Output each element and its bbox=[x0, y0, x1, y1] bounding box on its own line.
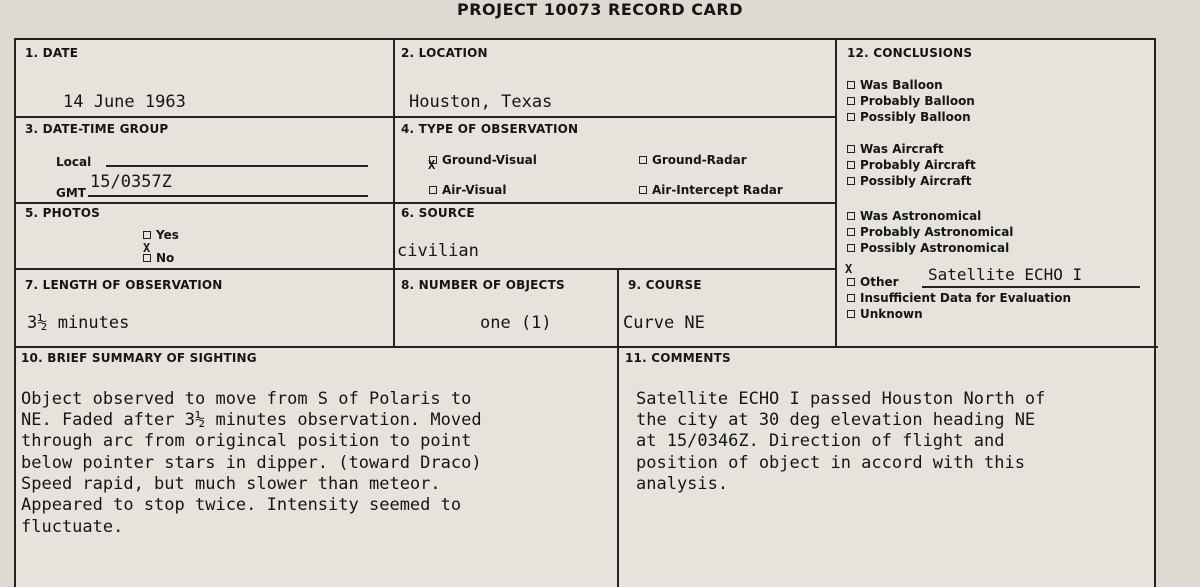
checkbox-icon bbox=[847, 97, 855, 105]
was-balloon-option: Was Balloon bbox=[847, 77, 943, 93]
ground-radar-option: Ground-Radar bbox=[639, 153, 747, 167]
probably-aircraft-option: Probably Aircraft bbox=[847, 157, 976, 173]
other-check-mark: X bbox=[845, 262, 853, 276]
length-value: 3½ minutes bbox=[27, 313, 130, 333]
summary-line: NE. Faded after 3½ minutes observation. Moved bbox=[21, 410, 482, 430]
record-card bbox=[14, 38, 1156, 587]
checkbox-icon bbox=[639, 156, 647, 164]
air-intercept-radar-option: Air-Intercept Radar bbox=[639, 183, 783, 197]
divider bbox=[617, 270, 619, 587]
course-value: Curve NE bbox=[623, 313, 705, 333]
objects-value: one (1) bbox=[480, 313, 552, 333]
checkbox-icon bbox=[847, 244, 855, 252]
date-label: 1. DATE bbox=[25, 46, 79, 60]
comments-line: the city at 30 deg elevation heading NE bbox=[636, 410, 1036, 430]
checkbox-icon bbox=[847, 228, 855, 236]
checkbox-icon bbox=[847, 310, 855, 318]
checkbox-icon bbox=[143, 231, 151, 239]
course-label: 9. COURSE bbox=[628, 278, 702, 292]
local-label: Local bbox=[56, 155, 92, 169]
comments-line: Satellite ECHO I passed Houston North of bbox=[636, 389, 1046, 409]
location-value: Houston, Texas bbox=[409, 92, 553, 112]
probably-astronomical-option: Probably Astronomical bbox=[847, 224, 1013, 240]
ground-visual-option: Ground-Visual bbox=[429, 153, 537, 167]
other-value: Satellite ECHO I bbox=[928, 265, 1083, 284]
divider bbox=[393, 40, 395, 348]
divider bbox=[16, 116, 837, 118]
divider bbox=[835, 40, 837, 348]
gmt-label: GMT bbox=[56, 186, 86, 200]
possibly-astronomical-option: Possibly Astronomical bbox=[847, 240, 1009, 256]
gmt-underline bbox=[88, 195, 368, 197]
checkbox-icon bbox=[847, 177, 855, 185]
checkbox-icon bbox=[847, 81, 855, 89]
other-option: Other bbox=[847, 274, 899, 290]
summary-line: Object observed to move from S of Polaris to bbox=[21, 389, 472, 409]
checkbox-icon bbox=[639, 186, 647, 194]
comments-label: 11. COMMENTS bbox=[625, 351, 731, 365]
photos-yes-option: Yes bbox=[143, 228, 179, 242]
comments-line: at 15/0346Z. Direction of flight and bbox=[636, 431, 1005, 451]
checkbox-icon bbox=[847, 161, 855, 169]
checkbox-icon bbox=[847, 212, 855, 220]
summary-line: through arc from origincal position to point bbox=[21, 431, 472, 451]
checkbox-icon bbox=[847, 145, 855, 153]
possibly-balloon-option: Possibly Balloon bbox=[847, 109, 971, 125]
summary-line: below pointer stars in dipper. (toward Draco) bbox=[21, 453, 482, 473]
observation-type-label: 4. TYPE OF OBSERVATION bbox=[401, 122, 579, 136]
photos-label: 5. PHOTOS bbox=[25, 206, 100, 220]
air-visual-option: Air-Visual bbox=[429, 183, 507, 197]
was-astronomical-option: Was Astronomical bbox=[847, 208, 981, 224]
gmt-value: 15/0357Z bbox=[90, 172, 172, 192]
date-value: 14 June 1963 bbox=[63, 92, 186, 112]
summary-line: Appeared to stop twice. Intensity seemed to bbox=[21, 495, 462, 515]
source-value: civilian bbox=[397, 241, 479, 261]
checkbox-icon bbox=[143, 254, 151, 262]
checkbox-icon bbox=[847, 294, 855, 302]
possibly-aircraft-option: Possibly Aircraft bbox=[847, 173, 972, 189]
divider bbox=[16, 346, 1158, 348]
probably-balloon-option: Probably Balloon bbox=[847, 93, 975, 109]
card-title: PROJECT 10073 RECORD CARD bbox=[457, 0, 743, 19]
unknown-option: Unknown bbox=[847, 306, 923, 322]
local-underline bbox=[106, 165, 368, 167]
checkbox-icon bbox=[429, 186, 437, 194]
date-time-group-label: 3. DATE-TIME GROUP bbox=[25, 122, 169, 136]
insufficient-data-option: Insufficient Data for Evaluation bbox=[847, 290, 1071, 306]
summary-line: Speed rapid, but much slower than meteor. bbox=[21, 474, 441, 494]
comments-line: position of object in accord with this bbox=[636, 453, 1025, 473]
checkbox-icon bbox=[847, 278, 855, 286]
source-label: 6. SOURCE bbox=[401, 206, 475, 220]
conclusions-label: 12. CONCLUSIONS bbox=[847, 46, 973, 60]
other-underline bbox=[922, 286, 1140, 288]
was-aircraft-option: Was Aircraft bbox=[847, 141, 944, 157]
summary-line: fluctuate. bbox=[21, 517, 124, 537]
comments-line: analysis. bbox=[636, 474, 729, 494]
objects-label: 8. NUMBER OF OBJECTS bbox=[401, 278, 565, 292]
photos-no-check-mark: X bbox=[143, 241, 151, 255]
ground-visual-check-mark: X bbox=[428, 158, 436, 172]
checkbox-icon bbox=[847, 113, 855, 121]
summary-label: 10. BRIEF SUMMARY OF SIGHTING bbox=[21, 351, 257, 365]
divider bbox=[16, 202, 837, 204]
photos-no-option: No bbox=[143, 251, 174, 265]
length-label: 7. LENGTH OF OBSERVATION bbox=[25, 278, 223, 292]
divider bbox=[16, 268, 837, 270]
location-label: 2. LOCATION bbox=[401, 46, 488, 60]
